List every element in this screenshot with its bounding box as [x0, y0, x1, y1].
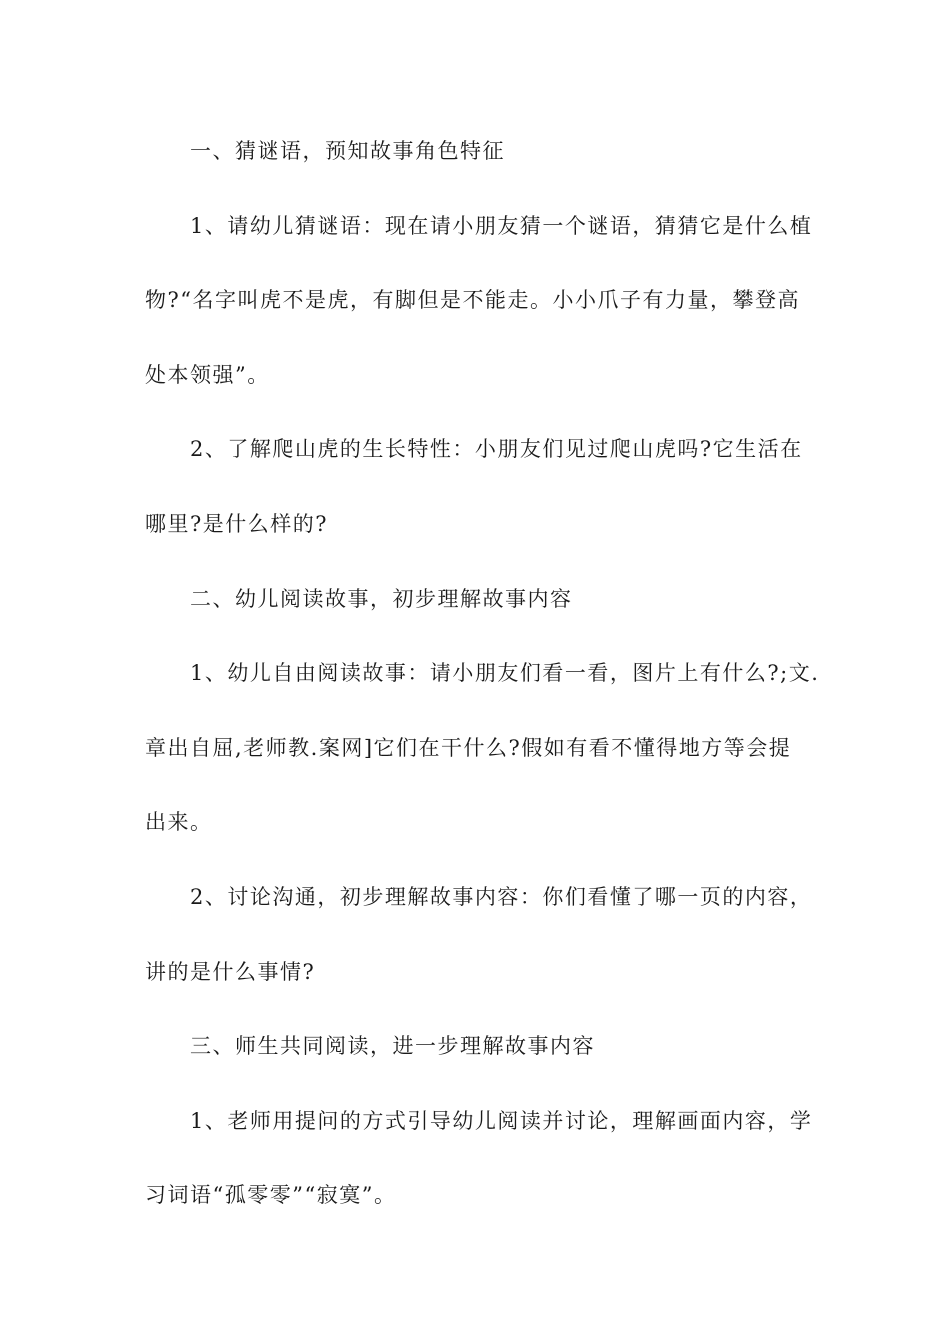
paragraph-line: 物?“名字叫虎不是虎，有脚但是不能走。小小爪子有力量，攀登高	[145, 288, 800, 313]
paragraph-line: 1、请幼儿猜谜语：现在请小朋友猜一个谜语，猜猜它是什么植	[190, 213, 813, 238]
paragraph-line: 处本领强”。	[145, 362, 270, 387]
document-body	[145, 129, 820, 1248]
paragraph-line: 2、讨论沟通，初步理解故事内容：你们看懂了哪一页的内容，	[190, 884, 813, 909]
paragraph-line: 1、老师用提问的方式引导幼儿阅读并讨论，理解画面内容，学	[190, 1108, 813, 1133]
paragraph-line: 1、幼儿自由阅读故事：请小朋友们看一看，图片上有什么?;文.	[190, 661, 820, 686]
section-heading-1: 一、猜谜语，预知故事角色特征	[190, 139, 505, 163]
paragraph-line: 2、了解爬山虎的生长特性：小朋友们见过爬山虎吗?它生活在	[190, 437, 803, 462]
paragraph-line: 出来。	[145, 810, 213, 835]
paragraph-line: 哪里?是什么样的?	[145, 511, 329, 536]
paragraph-line: 章出自屈,老师教.案网]它们在干什么?假如有看不懂得地方等会提	[145, 735, 792, 760]
section-heading-2: 二、幼儿阅读故事，初步理解故事内容	[190, 586, 573, 611]
paragraph-line: 习词语“孤零零”“寂寞”。	[145, 1183, 397, 1208]
paragraph-line: 讲的是什么事情?	[145, 959, 316, 984]
section-heading-3: 三、师生共同阅读，进一步理解故事内容	[190, 1034, 595, 1059]
